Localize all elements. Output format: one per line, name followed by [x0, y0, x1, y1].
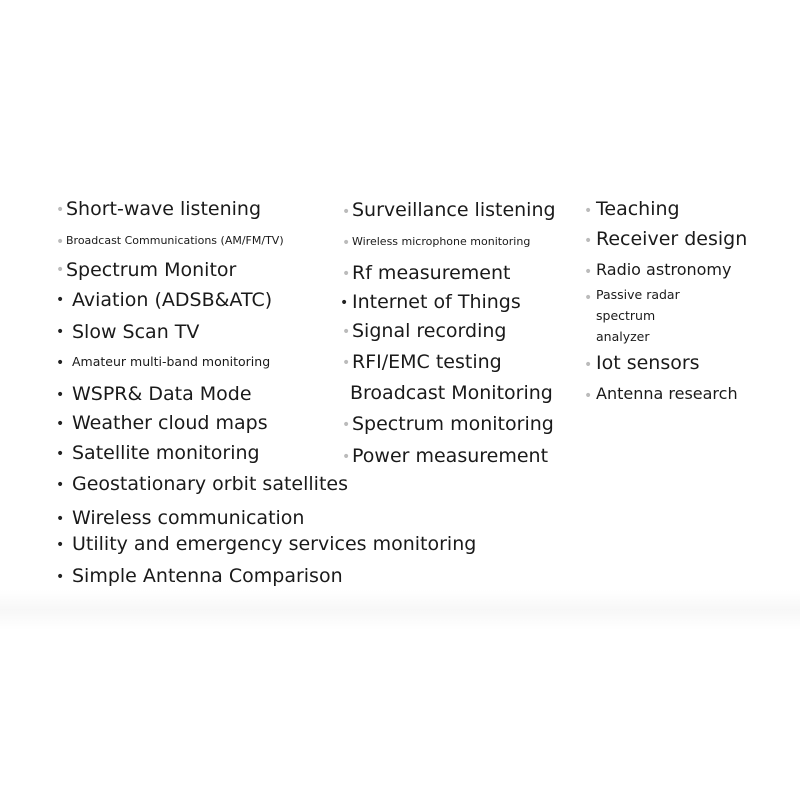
- bullet-icon: •: [342, 449, 351, 465]
- list-item: Passive radar: [596, 287, 680, 302]
- list-item: Broadcast Communications (AM/FM/TV): [66, 234, 284, 247]
- list-item: Internet of Things: [352, 291, 521, 313]
- list-item: Geostationary orbit satellites: [72, 473, 348, 495]
- list-item: Broadcast Monitoring: [350, 382, 553, 404]
- bullet-icon: •: [342, 235, 351, 251]
- list-item: Slow Scan TV: [72, 321, 200, 343]
- bottom-fade: [0, 590, 800, 630]
- bullet-icon: •: [56, 355, 65, 371]
- bullet-icon: •: [56, 292, 65, 308]
- list-item: Wireless microphone monitoring: [352, 235, 531, 248]
- bullet-icon: •: [56, 537, 65, 553]
- bullet-icon: •: [584, 203, 593, 219]
- list-item: analyzer: [596, 329, 650, 344]
- bullet-icon: •: [56, 416, 65, 432]
- bullet-icon: •: [584, 233, 593, 249]
- list-item: Amateur multi-band monitoring: [72, 354, 271, 369]
- bullet-icon: •: [56, 262, 65, 278]
- bullet-icon: •: [56, 477, 65, 493]
- bullet-icon: •: [584, 264, 593, 280]
- bullet-icon: •: [56, 511, 65, 527]
- bullet-icon: •: [56, 324, 65, 340]
- list-item: Radio astronomy: [596, 260, 732, 279]
- bullet-icon: •: [584, 388, 593, 404]
- bullet-icon: •: [56, 446, 65, 462]
- bullet-icon: •: [342, 266, 351, 282]
- list-item: RFI/EMC testing: [352, 351, 502, 373]
- bullet-icon: •: [584, 290, 593, 306]
- list-item: Teaching: [596, 198, 680, 220]
- list-item: WSPR& Data Mode: [72, 383, 252, 405]
- list-item: Iot sensors: [596, 352, 700, 374]
- bullet-icon: •: [56, 569, 65, 585]
- bullet-icon: •: [56, 234, 65, 250]
- list-item: Power measurement: [352, 445, 549, 467]
- list-item: Simple Antenna Comparison: [72, 565, 343, 587]
- list-item: Rf measurement: [352, 262, 511, 284]
- list-item: spectrum: [596, 308, 656, 323]
- list-item: Weather cloud maps: [72, 412, 268, 434]
- bullet-icon: •: [56, 202, 65, 218]
- bullet-icon: •: [342, 355, 351, 371]
- list-item: Satellite monitoring: [72, 442, 260, 464]
- list-item: Spectrum monitoring: [352, 413, 554, 435]
- list-item: Aviation (ADSB&ATC): [72, 289, 273, 311]
- list-item: Surveillance listening: [352, 199, 556, 221]
- list-item: Signal recording: [352, 320, 507, 342]
- list-item: Receiver design: [596, 228, 748, 250]
- bullet-icon: •: [584, 357, 593, 373]
- list-item: Utility and emergency services monitoring: [72, 533, 477, 555]
- bullet-icon: •: [342, 417, 351, 433]
- bullet-icon: •: [56, 387, 65, 403]
- list-item: Antenna research: [596, 384, 738, 403]
- list-item: Spectrum Monitor: [66, 259, 237, 281]
- list-item: Short-wave listening: [66, 198, 262, 220]
- list-item: Wireless communication: [72, 507, 305, 529]
- bullet-icon: •: [340, 295, 349, 311]
- bullet-icon: •: [342, 324, 351, 340]
- bullet-icon: •: [342, 204, 351, 220]
